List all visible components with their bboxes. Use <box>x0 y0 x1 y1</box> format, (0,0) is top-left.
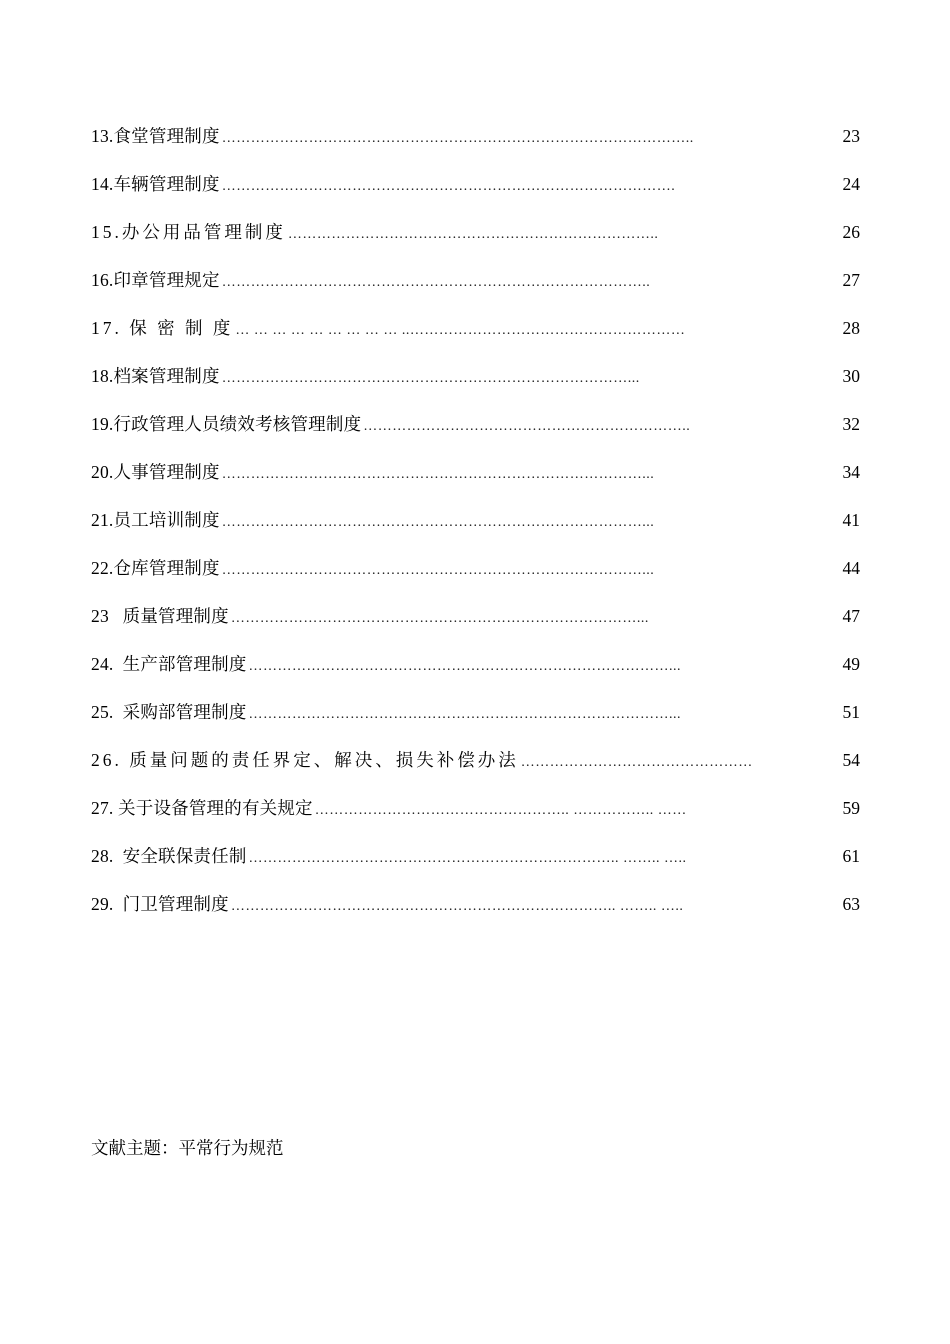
toc-entry-page: 41 <box>842 510 860 530</box>
toc-entry-title: 14.车辆管理制度 <box>91 174 220 194</box>
toc-entry-page: 49 <box>842 654 860 674</box>
toc-entry-page: 23 <box>842 126 860 146</box>
toc-entry-leader: ……………………………………………………………………………... <box>221 563 655 578</box>
toc-entry <box>91 650 860 698</box>
toc-entry <box>91 890 860 938</box>
toc-entry <box>91 170 860 218</box>
toc-entry <box>91 506 860 554</box>
toc-entry-leader: ………………………………………………………….. <box>363 419 691 434</box>
toc-entry-leader: ……………………………………………………………………………... <box>248 707 682 722</box>
toc-entry-page: 32 <box>842 414 860 434</box>
toc-entry <box>91 554 860 602</box>
toc-entry <box>91 122 860 170</box>
toc-entry <box>91 602 860 650</box>
toc-entry-title: 16.印章管理规定 <box>91 270 220 290</box>
toc-entry <box>91 266 860 314</box>
toc-entry <box>91 794 860 842</box>
toc-entry-page: 61 <box>842 846 860 866</box>
table-of-contents <box>91 122 860 938</box>
toc-entry-page: 30 <box>842 366 860 386</box>
toc-entry-title: 17. 保 密 制 度 <box>91 318 234 338</box>
toc-entry-leader: …………………………………………………………………….. …….. ….. <box>230 899 684 914</box>
toc-entry-leader: ……………………………………………………………………………... <box>248 659 682 674</box>
toc-entry-page: 28 <box>842 318 860 338</box>
toc-entry-title: 19.行政管理人员绩效考核管理制度 <box>91 414 362 434</box>
toc-entry-title: 25. 采购部管理制度 <box>91 702 247 722</box>
toc-entry <box>91 458 860 506</box>
toc-entry-title: 21.员工培训制度 <box>91 510 220 530</box>
toc-entry-page: 59 <box>842 798 860 818</box>
toc-entry-leader: …………………………………………………………………………………….. <box>221 131 694 146</box>
toc-entry-title: 24. 生产部管理制度 <box>91 654 247 674</box>
toc-entry-title: 18.档案管理制度 <box>91 366 220 386</box>
toc-entry-title: 13.食堂管理制度 <box>91 126 220 146</box>
toc-entry-page: 54 <box>842 750 860 770</box>
toc-entry-leader: ……………………………………………………………………………... <box>221 467 655 482</box>
toc-entry-leader: …………………………………………………………………………….. <box>221 275 651 290</box>
toc-entry-leader: …………………………………………………………………………... <box>230 611 649 626</box>
toc-entry-page: 27 <box>842 270 860 290</box>
toc-entry <box>91 410 860 458</box>
toc-entry-leader: ………………………………………………………………….. …….. ….. <box>248 851 687 866</box>
toc-entry <box>91 746 860 794</box>
toc-entry-title: 22.仓库管理制度 <box>91 558 220 578</box>
toc-entry <box>91 842 860 890</box>
toc-entry-leader: ………………………………………………………………….. <box>287 227 659 242</box>
toc-entry-title: 23 质量管理制度 <box>91 606 229 626</box>
toc-entry-title: 27. 关于设备管理的有关规定 <box>91 798 313 818</box>
toc-entry-page: 63 <box>842 894 860 914</box>
toc-entry-page: 51 <box>842 702 860 722</box>
toc-entry <box>91 362 860 410</box>
toc-entry-title: 15.办公用品管理制度 <box>91 222 286 242</box>
toc-entry-title: 26. 质量问题的责任界定、解决、损失补偿办法 <box>91 750 519 770</box>
toc-entry-title: 28. 安全联保责任制 <box>91 846 247 866</box>
toc-entry-leader: …………………………………………………………………………... <box>221 371 640 386</box>
document-subject: 文献主题：平常行为规范 <box>91 1138 284 1158</box>
toc-entry-leader: ……………………………………………………………………………... <box>221 515 655 530</box>
toc-entry-page: 34 <box>842 462 860 482</box>
toc-entry-leader: ………………………………………… <box>520 755 753 770</box>
toc-entry <box>91 314 860 362</box>
toc-entry-page: 24 <box>842 174 860 194</box>
toc-entry-leader: …………………………………………….. …………….. …… <box>314 803 687 818</box>
toc-entry <box>91 698 860 746</box>
toc-entry <box>91 218 860 266</box>
toc-entry-leader: …………………………………………………………………………………. <box>221 179 676 194</box>
toc-entry-leader: … … … … … … … … … ..………………………………………………… <box>235 323 686 338</box>
toc-entry-page: 47 <box>842 606 860 626</box>
toc-entry-page: 26 <box>842 222 860 242</box>
toc-entry-title: 20.人事管理制度 <box>91 462 220 482</box>
toc-entry-page: 44 <box>842 558 860 578</box>
toc-entry-title: 29. 门卫管理制度 <box>91 894 229 914</box>
